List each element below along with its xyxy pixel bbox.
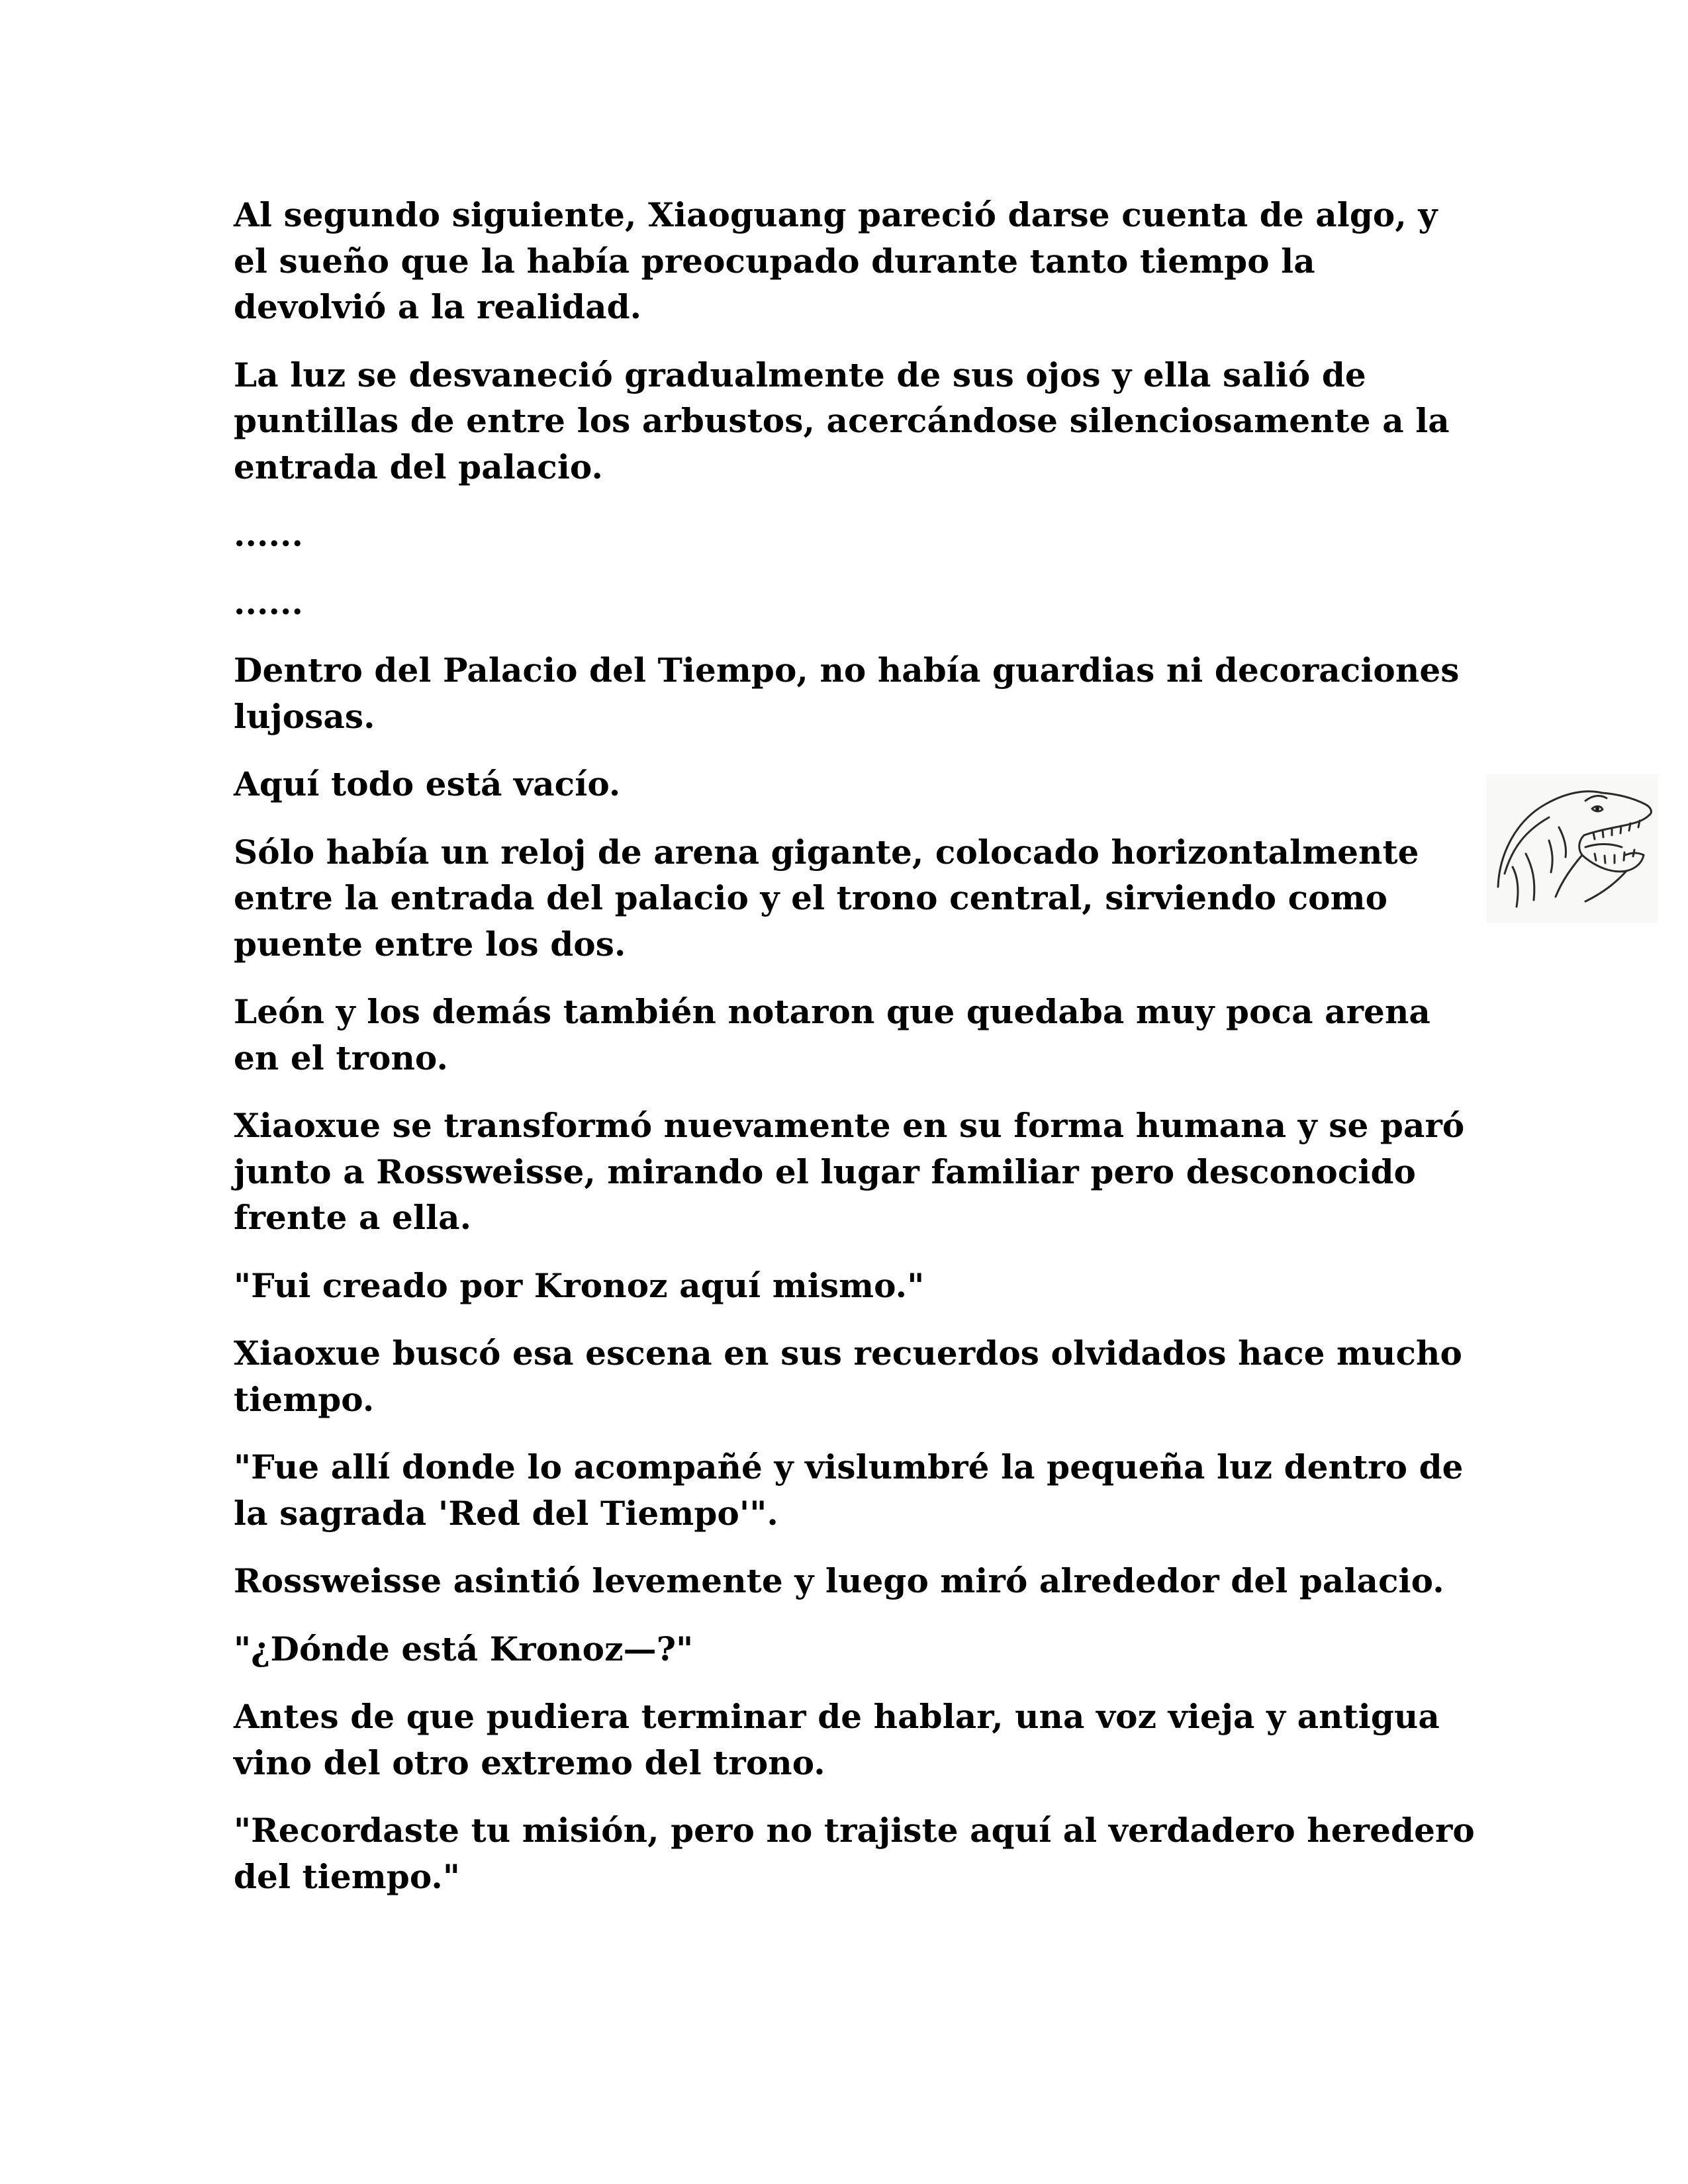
paragraph: Xiaoxue buscó esa escena en sus recuerdos olvidados hace mucho tiempo.	[234, 1334, 1462, 1419]
body-text	[234, 192, 1478, 1921]
paragraph: Sólo había un reloj de arena gigante, colocado horizontalmente entre la entrada del palacio y el trono central, sirviendo como puente entre los dos.	[234, 832, 1419, 964]
ellipsis-separator: ......	[234, 582, 304, 622]
dialogue-line: "¿Dónde está Kronoz—?"	[234, 1629, 694, 1668]
paragraph: La luz se desvaneció gradualmente de sus ojos y ella salió de puntillas de entre los arbustos, acercándose silenciosamente a la entrada del palacio.	[234, 355, 1450, 486]
paragraph: Rossweisse asintió levemente y luego miró alrededor del palacio.	[234, 1561, 1444, 1600]
ellipsis-separator: ......	[234, 515, 304, 554]
paragraph: Al segundo siguiente, Xiaoguang pareció darse cuenta de algo, y el sueño que la había preocupado durante tanto tiempo la devolvió a la realidad.	[234, 195, 1438, 326]
paragraph: Dentro del Palacio del Tiempo, no había guardias ni decoraciones lujosas.	[234, 651, 1460, 736]
paragraph: Xiaoxue se transformó nuevamente en su forma humana y se paró junto a Rossweisse, mirando el lugar familiar pero desconocido frente a ella.	[234, 1106, 1465, 1237]
dinosaur-head-sketch-icon	[1486, 774, 1658, 923]
paragraph: Aquí todo está vacío.	[234, 764, 621, 803]
dialogue-line: "Recordaste tu misión, pero no trajiste aquí al verdadero heredero del tiempo."	[234, 1811, 1475, 1896]
dialogue-line: "Fui creado por Kronoz aquí mismo."	[234, 1265, 925, 1305]
paragraph: León y los demás también notaron que quedaba muy poca arena en el trono.	[234, 992, 1430, 1077]
dialogue-line: "Fue allí donde lo acompañé y vislumbré la pequeña luz dentro de la sagrada 'Red del Tiempo'".	[234, 1447, 1464, 1533]
paragraph: Antes de que pudiera terminar de hablar, una voz vieja y antigua vino del otro extremo del trono.	[234, 1697, 1440, 1782]
